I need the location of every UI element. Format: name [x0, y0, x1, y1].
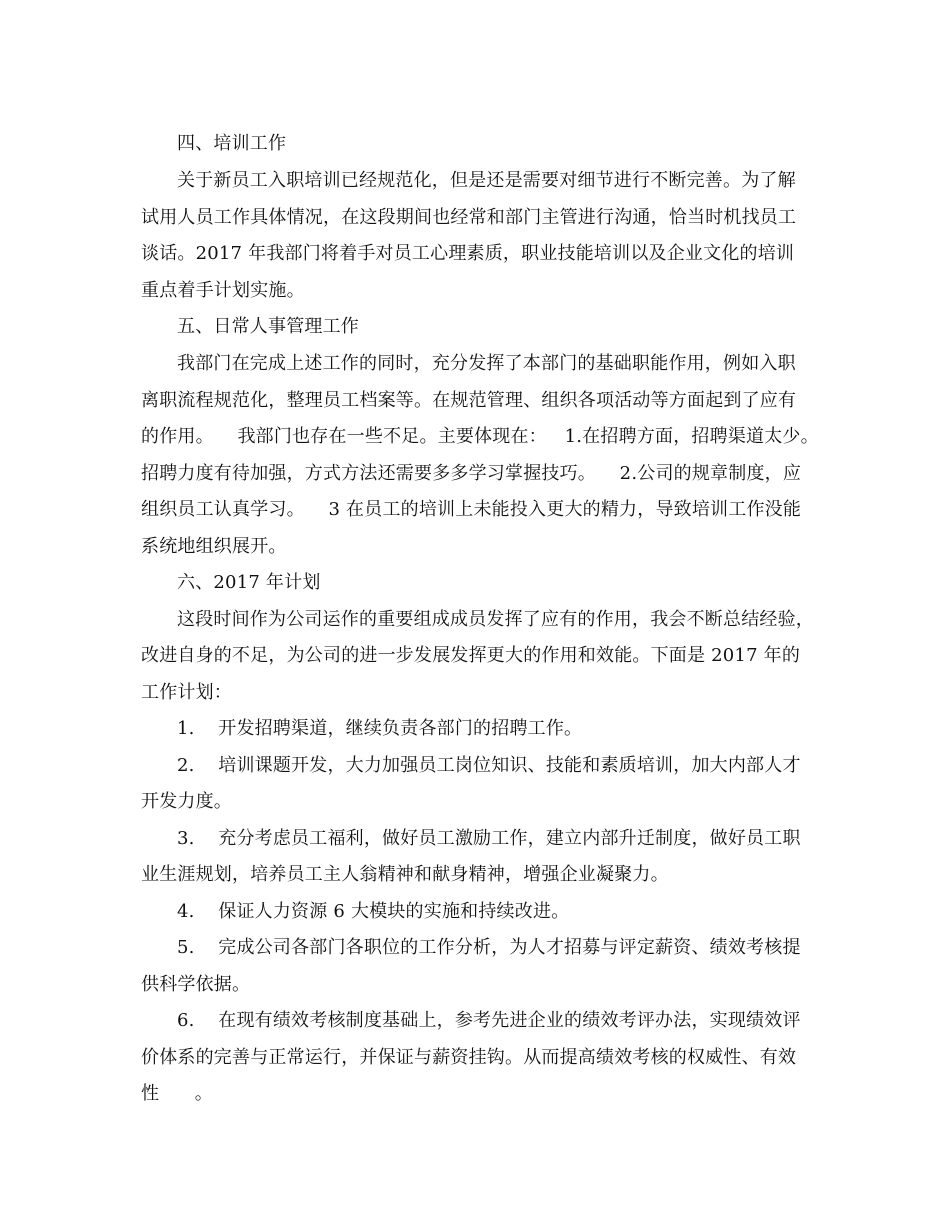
list-item: 2. 培训课题开发，大力加强员工岗位知识、技能和素质培训，加大内部人才: [177, 755, 801, 776]
paragraph-line: 我部门在完成上述工作的同时，充分发挥了本部门的基础职能作用，例如入职: [177, 353, 796, 374]
heading-daily-hr: 五、日常人事管理工作: [177, 316, 359, 337]
paragraph-line: 这段时间作为公司运作的重要组成成员发挥了应有的作用，我会不断总结经验，: [177, 609, 814, 630]
paragraph-line: 试用人员工作具体情况，在这段期间也经常和部门主管进行沟通，恰当时机找员工: [141, 207, 797, 228]
paragraph-line: 改进自身的不足，为公司的进一步发展发挥更大的作用和效能。下面是 2017 年的: [141, 645, 801, 666]
heading-plan: 六、2017 年计划: [177, 572, 321, 593]
paragraph-line: 谈话。2017 年我部门将着手对员工心理素质，职业技能培训以及企业文化的培训: [141, 243, 795, 264]
paragraph-line: 组织员工认真学习。 3 在员工的培训上未能投入更大的精力，导致培训工作没能: [141, 499, 802, 520]
list-item-continuation: 性 。: [141, 1083, 213, 1104]
paragraph-line: 重点着手计划实施。: [141, 280, 305, 301]
paragraph-line: 系统地组织展开。: [141, 536, 287, 557]
list-item: 3. 充分考虑员工福利，做好员工激励工作，建立内部升迁制度，做好员工职: [177, 828, 801, 849]
list-item: 1. 开发招聘渠道，继续负责各部门的招聘工作。: [177, 718, 583, 739]
paragraph-line: 的作用。 我部门也存在一些不足。主要体现在： 1.在招聘方面，招聘渠道太少。: [141, 426, 819, 447]
list-item-continuation: 价体系的完善与正常运行，并保证与薪资挂钩。从而提高绩效考核的权威性、有效: [141, 1047, 797, 1068]
list-item-continuation: 开发力度。: [141, 791, 232, 812]
list-item-continuation: 供科学依据。: [141, 974, 251, 995]
paragraph-line: 关于新员工入职培训已经规范化，但是还是需要对细节进行不断完善。为了解: [177, 170, 796, 191]
paragraph-line: 招聘力度有待加强，方式方法还需要多多学习掌握技巧。 2.公司的规章制度，应: [141, 463, 802, 484]
paragraph-line: 工作计划：: [141, 682, 232, 703]
heading-training: 四、培训工作: [177, 133, 287, 154]
list-item: 6. 在现有绩效考核制度基础上，参考先进企业的绩效考评办法，实现绩效评: [177, 1010, 801, 1031]
list-item: 4. 保证人力资源 6 大模块的实施和持续改进。: [177, 901, 570, 922]
list-item-continuation: 业生涯规划，培养员工主人翁精神和献身精神，增强企业凝聚力。: [141, 864, 669, 885]
paragraph-line: 离职流程规范化，整理员工档案等。在规范管理、组织各项活动等方面起到了应有: [141, 390, 797, 411]
list-item: 5. 完成公司各部门各职位的工作分析，为人才招募与评定薪资、绩效考核提: [177, 937, 801, 958]
